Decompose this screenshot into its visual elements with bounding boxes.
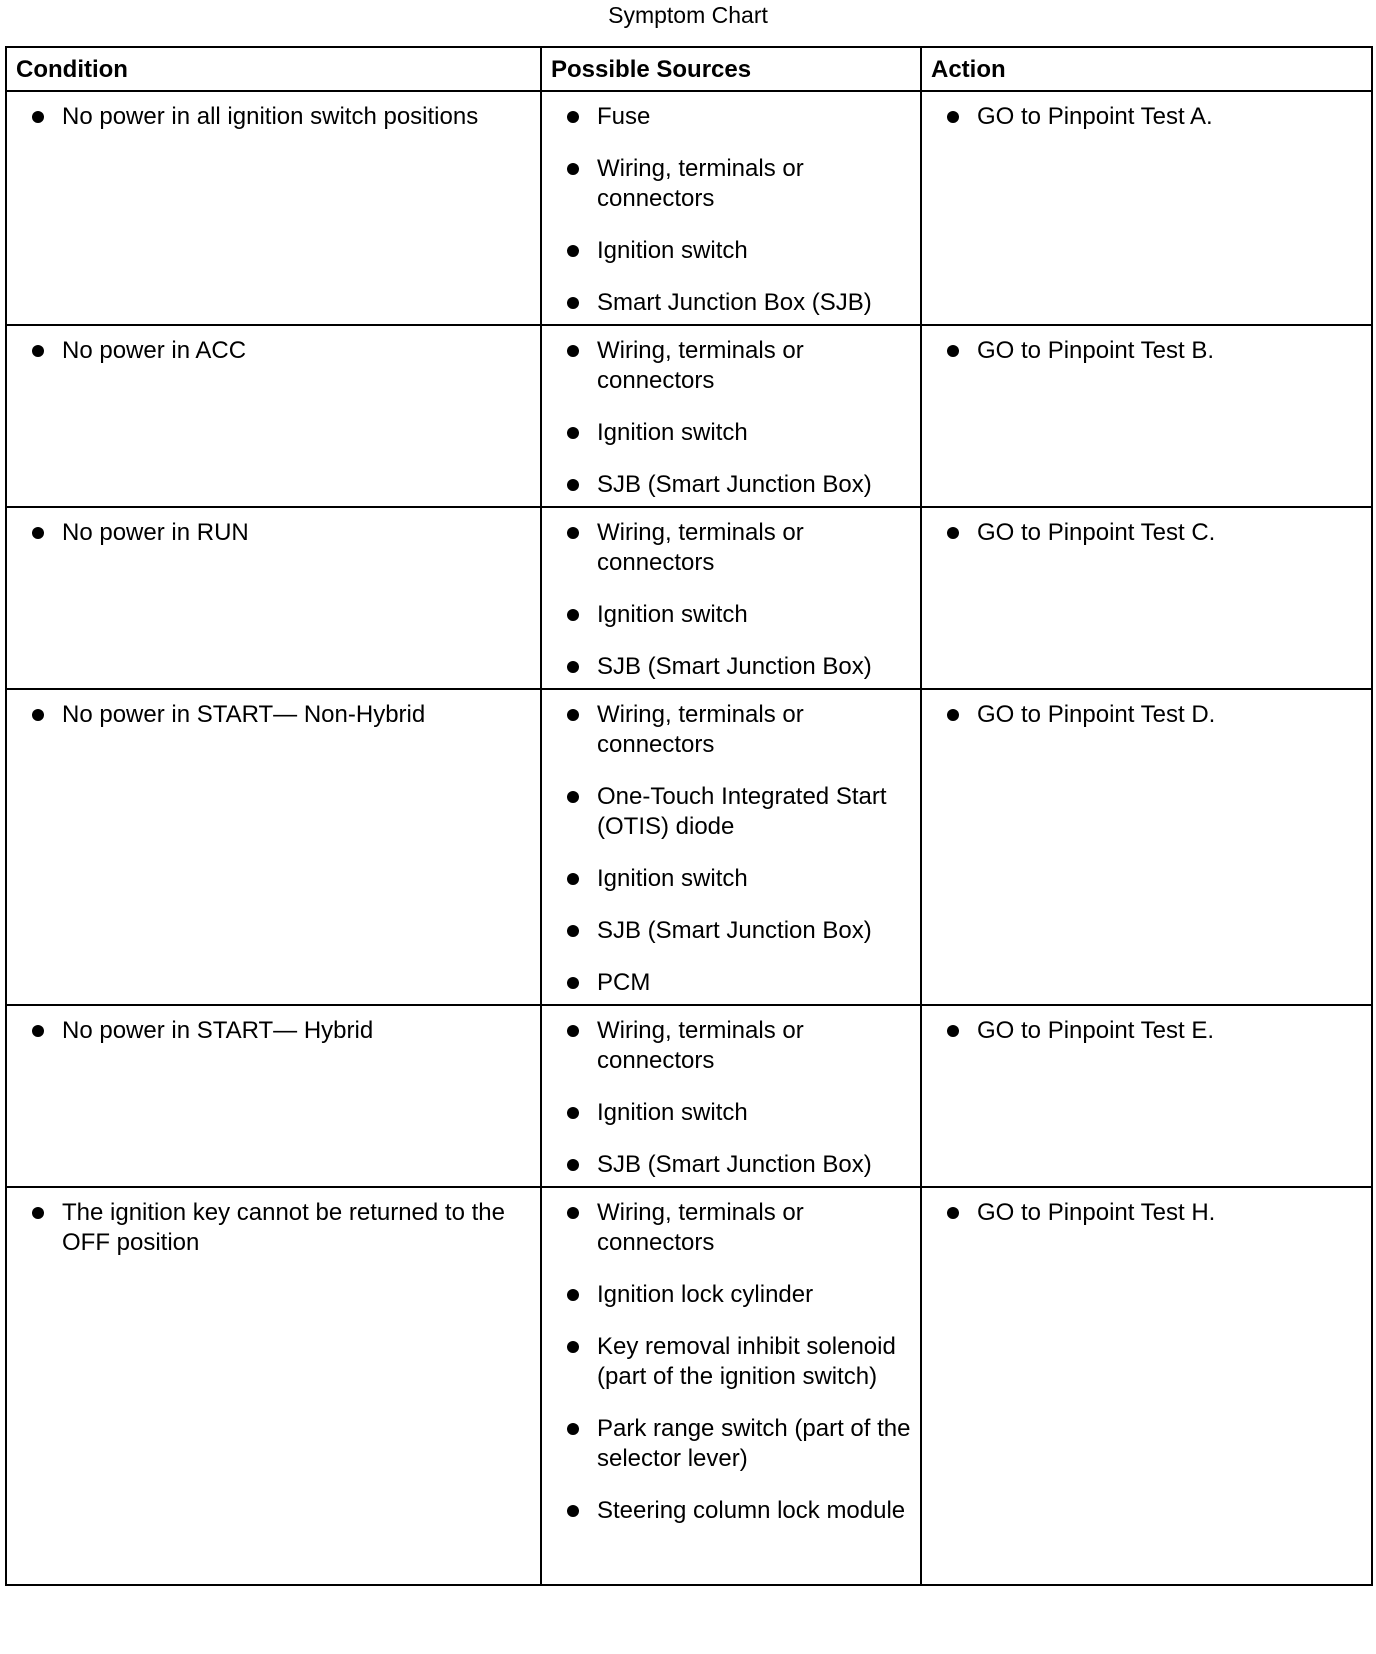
sources-list xyxy=(565,518,916,682)
source-item xyxy=(565,1016,916,1076)
action-list xyxy=(945,1016,1367,1046)
table-row xyxy=(6,689,1372,1005)
action-cell xyxy=(921,1005,1372,1187)
action-item xyxy=(945,336,1367,366)
source-item xyxy=(565,700,916,760)
bullet-icon xyxy=(567,1289,579,1301)
action-item-text: GO to Pinpoint Test D. xyxy=(977,701,1216,728)
header-condition: Condition xyxy=(6,47,541,91)
chart-title: Symptom Chart xyxy=(608,2,768,28)
source-item-text: SJB (Smart Junction Box) xyxy=(597,471,872,498)
bullet-icon xyxy=(567,111,579,123)
source-item-text: Fuse xyxy=(597,103,651,130)
source-item-text: SJB (Smart Junction Box) xyxy=(597,917,872,944)
source-item-text: PCM xyxy=(597,969,651,996)
condition-cell xyxy=(6,325,541,507)
action-item xyxy=(945,700,1367,730)
bullet-icon xyxy=(567,1025,579,1037)
bullet-icon xyxy=(567,527,579,539)
condition-item xyxy=(30,102,536,132)
condition-item-text: No power in ACC xyxy=(62,337,247,364)
condition-list xyxy=(30,1198,536,1258)
condition-item xyxy=(30,700,536,730)
bullet-icon xyxy=(32,111,44,123)
bullet-icon xyxy=(32,709,44,721)
symptom-table xyxy=(5,46,1373,1586)
action-item xyxy=(945,1198,1367,1228)
condition-cell xyxy=(6,1005,541,1187)
source-item xyxy=(565,102,916,132)
source-item xyxy=(565,968,916,998)
condition-cell xyxy=(6,1187,541,1585)
action-list xyxy=(945,700,1367,730)
condition-list xyxy=(30,336,536,366)
condition-item-text: No power in RUN xyxy=(62,519,249,546)
source-item xyxy=(565,652,916,682)
source-item-text: Ignition lock cylinder xyxy=(597,1281,814,1308)
possible-sources-cell xyxy=(541,507,921,689)
action-list xyxy=(945,102,1367,132)
action-item-text: GO to Pinpoint Test C. xyxy=(977,519,1216,546)
source-item-text: One-Touch Integrated Start (OTIS) diode xyxy=(597,783,887,840)
bullet-icon xyxy=(567,977,579,989)
source-item-text: Park range switch (part of the selector lever) xyxy=(597,1415,911,1472)
bullet-icon xyxy=(567,245,579,257)
source-item-text: Ignition switch xyxy=(597,601,748,628)
bullet-icon xyxy=(567,1207,579,1219)
table-row xyxy=(6,325,1372,507)
bullet-icon xyxy=(567,1423,579,1435)
bullet-icon xyxy=(947,111,959,123)
action-cell xyxy=(921,689,1372,1005)
possible-sources-cell xyxy=(541,1005,921,1187)
source-item xyxy=(565,236,916,266)
action-list xyxy=(945,336,1367,366)
bullet-icon xyxy=(567,427,579,439)
bullet-icon xyxy=(567,873,579,885)
source-item-text: Wiring, terminals or connectors xyxy=(597,701,804,758)
source-item-text: SJB (Smart Junction Box) xyxy=(597,1151,872,1178)
bullet-icon xyxy=(947,709,959,721)
source-item xyxy=(565,470,916,500)
possible-sources-cell xyxy=(541,91,921,325)
source-item-text: Ignition switch xyxy=(597,237,748,264)
bullet-icon xyxy=(567,609,579,621)
condition-item-text: No power in START— Hybrid xyxy=(62,1017,374,1044)
action-item xyxy=(945,518,1367,548)
source-item xyxy=(565,1280,916,1310)
sources-list xyxy=(565,336,916,500)
action-cell xyxy=(921,91,1372,325)
condition-item xyxy=(30,1198,536,1258)
source-item xyxy=(565,1198,916,1258)
condition-item-text: The ignition key cannot be returned to the OFF position xyxy=(62,1199,505,1256)
condition-list xyxy=(30,102,536,132)
source-item xyxy=(565,1332,916,1392)
bullet-icon xyxy=(947,1025,959,1037)
condition-item-text: No power in all ignition switch positions xyxy=(62,103,479,130)
bullet-icon xyxy=(32,1025,44,1037)
source-item xyxy=(565,418,916,448)
source-item-text: Ignition switch xyxy=(597,1099,748,1126)
condition-cell xyxy=(6,507,541,689)
condition-item xyxy=(30,1016,536,1046)
bullet-icon xyxy=(567,791,579,803)
source-item xyxy=(565,1414,916,1474)
possible-sources-cell xyxy=(541,1187,921,1585)
bullet-icon xyxy=(567,1107,579,1119)
action-cell xyxy=(921,507,1372,689)
source-item-text: Wiring, terminals or connectors xyxy=(597,337,804,394)
table-row xyxy=(6,1005,1372,1187)
condition-list xyxy=(30,700,536,730)
possible-sources-cell xyxy=(541,689,921,1005)
condition-item xyxy=(30,518,536,548)
table-row xyxy=(6,507,1372,689)
source-item-text: Ignition switch xyxy=(597,419,748,446)
source-item-text: Wiring, terminals or connectors xyxy=(597,155,804,212)
bullet-icon xyxy=(567,297,579,309)
bullet-icon xyxy=(947,345,959,357)
source-item xyxy=(565,864,916,894)
bullet-icon xyxy=(567,661,579,673)
action-item-text: GO to Pinpoint Test H. xyxy=(977,1199,1216,1226)
possible-sources-cell xyxy=(541,325,921,507)
header-action: Action xyxy=(921,47,1372,91)
source-item-text: Smart Junction Box (SJB) xyxy=(597,289,872,316)
bullet-icon xyxy=(567,1341,579,1353)
sources-list xyxy=(565,700,916,998)
source-item-text: SJB (Smart Junction Box) xyxy=(597,653,872,680)
table-row xyxy=(6,91,1372,325)
bullet-icon xyxy=(567,709,579,721)
source-item-text: Steering column lock module xyxy=(597,1497,906,1524)
source-item xyxy=(565,518,916,578)
bullet-icon xyxy=(567,1505,579,1517)
source-item-text: Wiring, terminals or connectors xyxy=(597,1017,804,1074)
bullet-icon xyxy=(32,345,44,357)
source-item xyxy=(565,154,916,214)
bullet-icon xyxy=(32,1207,44,1219)
source-item xyxy=(565,288,916,318)
action-item-text: GO to Pinpoint Test B. xyxy=(977,337,1215,364)
bullet-icon xyxy=(947,527,959,539)
action-list xyxy=(945,1198,1367,1228)
header-row xyxy=(6,47,1372,91)
bullet-icon xyxy=(567,479,579,491)
action-list xyxy=(945,518,1367,548)
action-cell xyxy=(921,325,1372,507)
bullet-icon xyxy=(567,163,579,175)
sources-list xyxy=(565,1198,916,1526)
condition-cell xyxy=(6,689,541,1005)
source-item xyxy=(565,1098,916,1128)
source-item xyxy=(565,916,916,946)
action-item xyxy=(945,102,1367,132)
source-item xyxy=(565,336,916,396)
condition-cell xyxy=(6,91,541,325)
action-cell xyxy=(921,1187,1372,1585)
action-item-text: GO to Pinpoint Test A. xyxy=(977,103,1213,130)
source-item xyxy=(565,782,916,842)
source-item-text: Key removal inhibit solenoid (part of the ignition switch) xyxy=(597,1333,896,1390)
source-item xyxy=(565,1150,916,1180)
table-row xyxy=(6,1187,1372,1585)
sources-list xyxy=(565,102,916,318)
condition-item-text: No power in START— Non-Hybrid xyxy=(62,701,426,728)
source-item-text: Wiring, terminals or connectors xyxy=(597,1199,804,1256)
bullet-icon xyxy=(567,925,579,937)
source-item xyxy=(565,600,916,630)
action-item-text: GO to Pinpoint Test E. xyxy=(977,1017,1215,1044)
bullet-icon xyxy=(32,527,44,539)
header-possible-sources: Possible Sources xyxy=(541,47,921,91)
source-item xyxy=(565,1496,916,1526)
sources-list xyxy=(565,1016,916,1180)
condition-list xyxy=(30,1016,536,1046)
condition-item xyxy=(30,336,536,366)
bullet-icon xyxy=(567,1159,579,1171)
condition-list xyxy=(30,518,536,548)
bullet-icon xyxy=(947,1207,959,1219)
bullet-icon xyxy=(567,345,579,357)
source-item-text: Wiring, terminals or connectors xyxy=(597,519,804,576)
action-item xyxy=(945,1016,1367,1046)
source-item-text: Ignition switch xyxy=(597,865,748,892)
